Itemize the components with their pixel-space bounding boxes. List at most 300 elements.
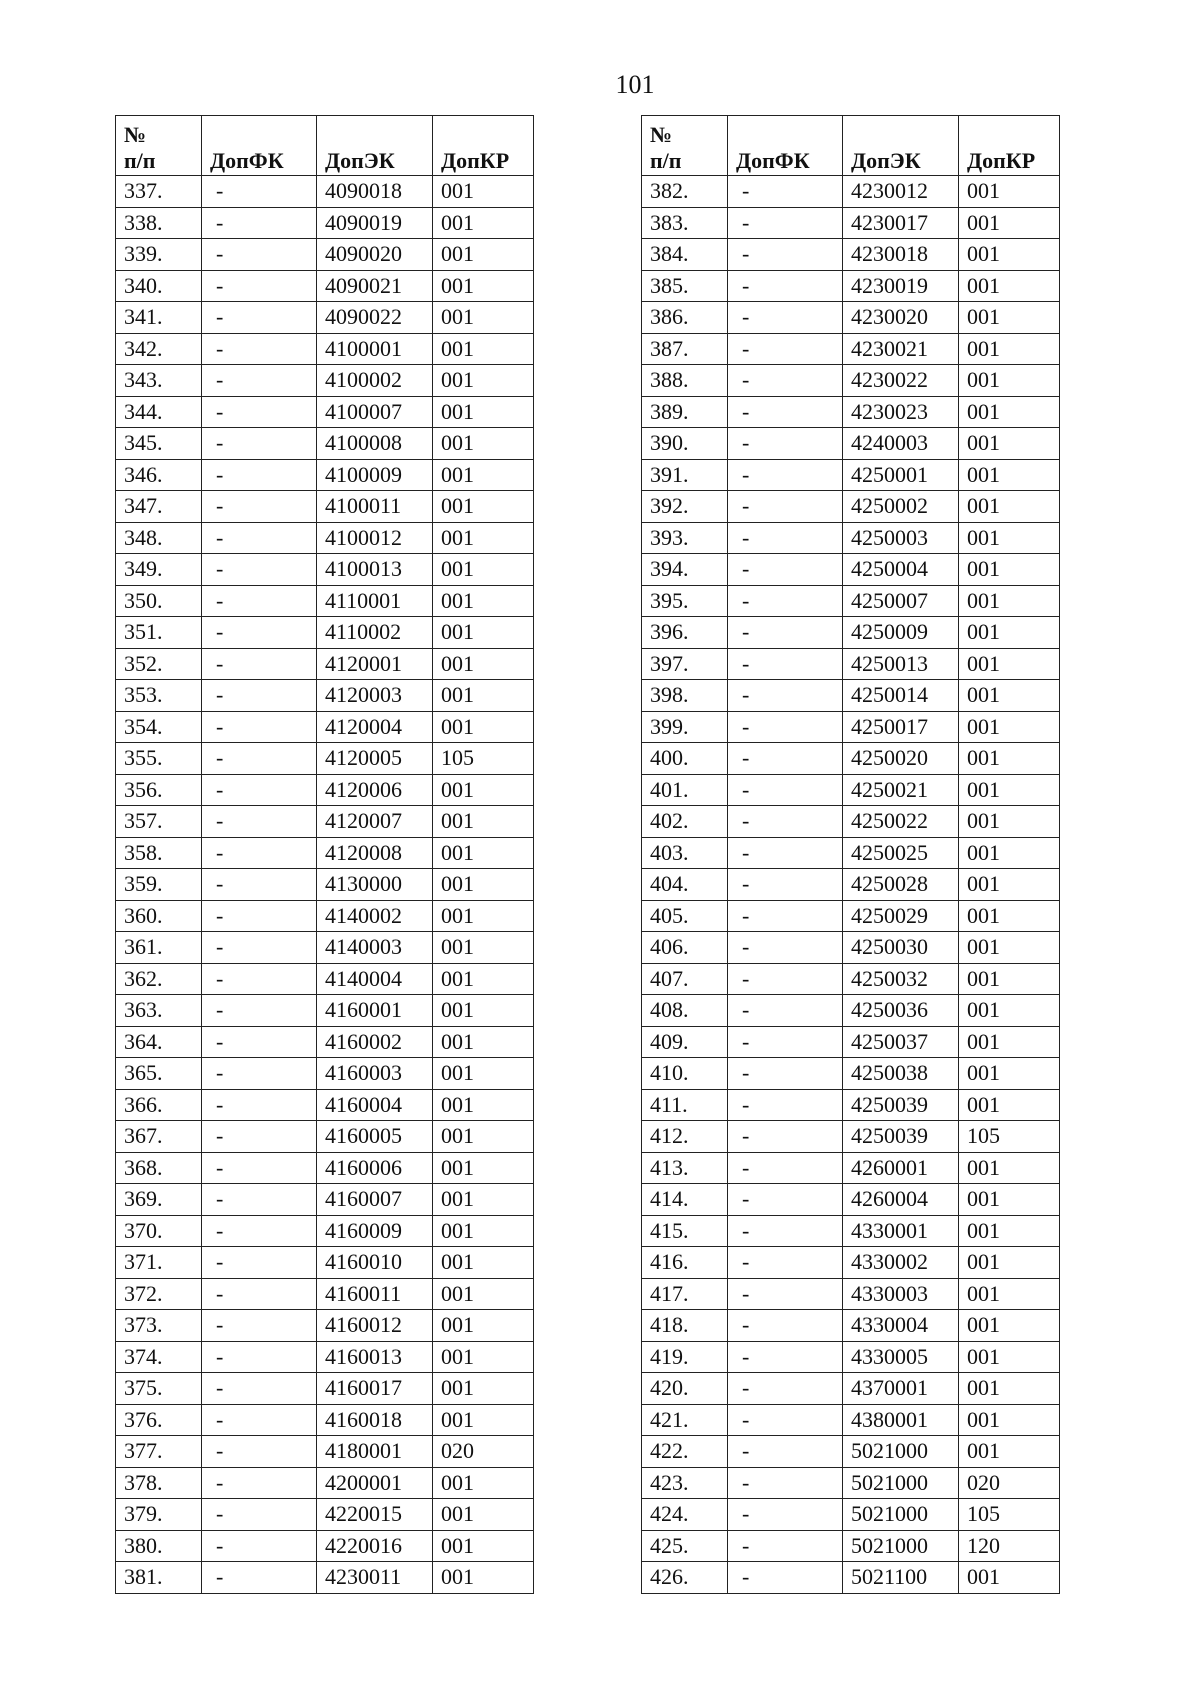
dop-ek-cell: 4100001 xyxy=(317,333,433,365)
dop-kr-cell: 001 xyxy=(433,1404,534,1436)
dop-ek-cell: 4260004 xyxy=(843,1184,959,1216)
dop-ek-cell: 4100008 xyxy=(317,428,433,460)
table-row xyxy=(116,932,534,964)
row-number-cell: 414. xyxy=(642,1184,728,1216)
row-number-cell: 387. xyxy=(642,333,728,365)
dop-kr-cell: 001 xyxy=(959,837,1060,869)
table-row xyxy=(116,1530,534,1562)
table-row xyxy=(116,396,534,428)
dop-fk-cell: - xyxy=(202,302,317,334)
table-row xyxy=(116,333,534,365)
table-row xyxy=(642,1121,1060,1153)
row-number-cell: 380. xyxy=(116,1530,202,1562)
dop-fk-cell: - xyxy=(728,1562,843,1594)
dop-kr-cell: 001 xyxy=(433,554,534,586)
table-row xyxy=(642,302,1060,334)
row-number-cell: 381. xyxy=(116,1562,202,1594)
table-row xyxy=(116,207,534,239)
row-number-cell: 354. xyxy=(116,711,202,743)
table-row xyxy=(116,176,534,208)
table-row xyxy=(642,1499,1060,1531)
dop-ek-cell: 4330001 xyxy=(843,1215,959,1247)
dop-fk-cell: - xyxy=(202,1152,317,1184)
dop-kr-cell: 001 xyxy=(433,491,534,523)
dop-ek-cell: 4380001 xyxy=(843,1404,959,1436)
column-header-dop-fk: ДопФК xyxy=(202,116,317,176)
dop-kr-cell: 001 xyxy=(433,1026,534,1058)
table-row xyxy=(642,459,1060,491)
row-number-cell: 363. xyxy=(116,995,202,1027)
table-row xyxy=(116,459,534,491)
row-number-cell: 376. xyxy=(116,1404,202,1436)
dop-kr-cell: 001 xyxy=(433,1562,534,1594)
table-row xyxy=(116,1436,534,1468)
dop-fk-cell: - xyxy=(202,491,317,523)
dop-kr-cell: 105 xyxy=(433,743,534,775)
row-number-cell: 340. xyxy=(116,270,202,302)
dop-fk-cell: - xyxy=(728,1341,843,1373)
dop-kr-cell: 001 xyxy=(959,1215,1060,1247)
table-row xyxy=(642,837,1060,869)
table-row xyxy=(642,1373,1060,1405)
table-row xyxy=(116,1404,534,1436)
dop-fk-cell: - xyxy=(202,680,317,712)
dop-ek-cell: 4090020 xyxy=(317,239,433,271)
dop-kr-cell: 020 xyxy=(959,1467,1060,1499)
dop-fk-cell: - xyxy=(202,1530,317,1562)
dop-ek-cell: 4250020 xyxy=(843,743,959,775)
dop-ek-cell: 4090021 xyxy=(317,270,433,302)
row-number-cell: 351. xyxy=(116,617,202,649)
table-body xyxy=(116,176,534,1594)
table-row xyxy=(642,932,1060,964)
row-number-cell: 384. xyxy=(642,239,728,271)
dop-kr-cell: 001 xyxy=(959,1184,1060,1216)
dop-ek-cell: 4100007 xyxy=(317,396,433,428)
table-row xyxy=(116,995,534,1027)
column-header-number-label: п/п xyxy=(650,148,682,173)
dop-fk-cell: - xyxy=(728,396,843,428)
row-number-cell: 406. xyxy=(642,932,728,964)
row-number-cell: 404. xyxy=(642,869,728,901)
dop-fk-cell: - xyxy=(202,1436,317,1468)
dop-kr-cell: 001 xyxy=(433,774,534,806)
dop-fk-cell: - xyxy=(728,617,843,649)
dop-fk-cell: - xyxy=(728,1467,843,1499)
row-number-cell: 395. xyxy=(642,585,728,617)
dop-kr-cell: 001 xyxy=(959,869,1060,901)
dop-kr-cell: 001 xyxy=(959,1436,1060,1468)
dop-kr-cell: 001 xyxy=(433,806,534,838)
column-header-number-sign: № xyxy=(124,122,147,147)
dop-fk-cell: - xyxy=(202,554,317,586)
dop-kr-cell: 001 xyxy=(433,648,534,680)
dop-ek-cell: 4100011 xyxy=(317,491,433,523)
dop-kr-cell: 001 xyxy=(433,680,534,712)
dop-kr-cell: 001 xyxy=(433,1310,534,1342)
row-number-cell: 426. xyxy=(642,1562,728,1594)
dop-ek-cell: 4110002 xyxy=(317,617,433,649)
table-row xyxy=(116,963,534,995)
table-row xyxy=(116,1467,534,1499)
table-row xyxy=(116,428,534,460)
dop-fk-cell: - xyxy=(728,1058,843,1090)
row-number-cell: 408. xyxy=(642,995,728,1027)
table-row xyxy=(116,806,534,838)
table-row xyxy=(116,648,534,680)
dop-fk-cell: - xyxy=(728,239,843,271)
column-header-number-label: п/п xyxy=(124,148,156,173)
dop-kr-cell: 001 xyxy=(433,1184,534,1216)
table-row xyxy=(642,1278,1060,1310)
row-number-cell: 392. xyxy=(642,491,728,523)
row-number-cell: 342. xyxy=(116,333,202,365)
dop-kr-cell: 020 xyxy=(433,1436,534,1468)
table-row xyxy=(642,1341,1060,1373)
dop-ek-cell: 4160017 xyxy=(317,1373,433,1405)
dop-fk-cell: - xyxy=(728,1089,843,1121)
dop-fk-cell: - xyxy=(202,869,317,901)
column-header-number xyxy=(642,116,728,176)
row-number-cell: 361. xyxy=(116,932,202,964)
dop-kr-cell: 001 xyxy=(959,302,1060,334)
row-number-cell: 374. xyxy=(116,1341,202,1373)
dop-kr-cell: 001 xyxy=(959,963,1060,995)
table-row xyxy=(116,554,534,586)
row-number-cell: 396. xyxy=(642,617,728,649)
row-number-cell: 385. xyxy=(642,270,728,302)
dop-kr-cell: 001 xyxy=(433,932,534,964)
dop-fk-cell: - xyxy=(728,491,843,523)
table-row xyxy=(642,869,1060,901)
table-row xyxy=(116,774,534,806)
table-row xyxy=(642,900,1060,932)
row-number-cell: 382. xyxy=(642,176,728,208)
table-row xyxy=(642,365,1060,397)
dop-fk-cell: - xyxy=(202,617,317,649)
table-row xyxy=(116,1310,534,1342)
dop-ek-cell: 4160012 xyxy=(317,1310,433,1342)
table-row xyxy=(116,1499,534,1531)
row-number-cell: 417. xyxy=(642,1278,728,1310)
dop-kr-cell: 001 xyxy=(959,1562,1060,1594)
dop-ek-cell: 4250037 xyxy=(843,1026,959,1058)
dop-fk-cell: - xyxy=(202,900,317,932)
dop-kr-cell: 001 xyxy=(959,1089,1060,1121)
table-row xyxy=(116,680,534,712)
row-number-cell: 343. xyxy=(116,365,202,397)
row-number-cell: 416. xyxy=(642,1247,728,1279)
dop-fk-cell: - xyxy=(202,1215,317,1247)
row-number-cell: 424. xyxy=(642,1499,728,1531)
table-row xyxy=(642,1436,1060,1468)
table-row xyxy=(642,396,1060,428)
dop-kr-cell: 001 xyxy=(959,459,1060,491)
table-row xyxy=(642,270,1060,302)
dop-kr-cell: 001 xyxy=(433,1247,534,1279)
dop-fk-cell: - xyxy=(202,711,317,743)
table-row xyxy=(642,554,1060,586)
table-row xyxy=(642,428,1060,460)
dop-ek-cell: 4250039 xyxy=(843,1089,959,1121)
dop-ek-cell: 5021000 xyxy=(843,1530,959,1562)
code-table-right xyxy=(641,115,1060,1594)
dop-fk-cell: - xyxy=(728,459,843,491)
dop-kr-cell: 001 xyxy=(433,995,534,1027)
dop-kr-cell: 001 xyxy=(433,176,534,208)
table-row xyxy=(642,995,1060,1027)
table-row xyxy=(642,239,1060,271)
row-number-cell: 400. xyxy=(642,743,728,775)
dop-fk-cell: - xyxy=(202,1026,317,1058)
dop-ek-cell: 4140004 xyxy=(317,963,433,995)
table-row xyxy=(116,491,534,523)
dop-ek-cell: 4250009 xyxy=(843,617,959,649)
dop-kr-cell: 001 xyxy=(433,1215,534,1247)
dop-kr-cell: 001 xyxy=(433,1058,534,1090)
dop-fk-cell: - xyxy=(728,1215,843,1247)
dop-ek-cell: 4120005 xyxy=(317,743,433,775)
dop-kr-cell: 001 xyxy=(433,1373,534,1405)
dop-kr-cell: 001 xyxy=(959,554,1060,586)
row-number-cell: 420. xyxy=(642,1373,728,1405)
dop-ek-cell: 4240003 xyxy=(843,428,959,460)
page-number: 101 xyxy=(615,70,655,99)
dop-ek-cell: 4250025 xyxy=(843,837,959,869)
table-row xyxy=(642,491,1060,523)
row-number-cell: 338. xyxy=(116,207,202,239)
dop-ek-cell: 4250036 xyxy=(843,995,959,1027)
dop-fk-cell: - xyxy=(202,1310,317,1342)
table-row xyxy=(116,522,534,554)
row-number-cell: 346. xyxy=(116,459,202,491)
row-number-cell: 388. xyxy=(642,365,728,397)
table-row xyxy=(116,1152,534,1184)
table-row xyxy=(116,617,534,649)
table-row xyxy=(642,1026,1060,1058)
dop-kr-cell: 001 xyxy=(433,900,534,932)
dop-fk-cell: - xyxy=(728,869,843,901)
dop-fk-cell: - xyxy=(728,648,843,680)
dop-kr-cell: 001 xyxy=(959,1278,1060,1310)
dop-kr-cell: 001 xyxy=(959,365,1060,397)
dop-ek-cell: 4250014 xyxy=(843,680,959,712)
table-row xyxy=(116,239,534,271)
table-row xyxy=(116,585,534,617)
dop-ek-cell: 4250028 xyxy=(843,869,959,901)
dop-kr-cell: 001 xyxy=(433,1530,534,1562)
dop-ek-cell: 4140002 xyxy=(317,900,433,932)
dop-ek-cell: 4250017 xyxy=(843,711,959,743)
dop-fk-cell: - xyxy=(202,774,317,806)
table-header-row xyxy=(642,116,1060,176)
dop-fk-cell: - xyxy=(202,1089,317,1121)
row-number-cell: 369. xyxy=(116,1184,202,1216)
dop-kr-cell: 001 xyxy=(433,270,534,302)
dop-kr-cell: 120 xyxy=(959,1530,1060,1562)
dop-ek-cell: 5021000 xyxy=(843,1499,959,1531)
table-row xyxy=(116,365,534,397)
dop-ek-cell: 5021100 xyxy=(843,1562,959,1594)
row-number-cell: 393. xyxy=(642,522,728,554)
dop-ek-cell: 4330002 xyxy=(843,1247,959,1279)
row-number-cell: 397. xyxy=(642,648,728,680)
row-number-cell: 355. xyxy=(116,743,202,775)
dop-ek-cell: 4100012 xyxy=(317,522,433,554)
dop-fk-cell: - xyxy=(202,837,317,869)
dop-fk-cell: - xyxy=(728,1152,843,1184)
dop-kr-cell: 001 xyxy=(959,680,1060,712)
column-header-number-sign: № xyxy=(650,122,673,147)
table-row xyxy=(642,585,1060,617)
dop-ek-cell: 4250022 xyxy=(843,806,959,838)
row-number-cell: 402. xyxy=(642,806,728,838)
dop-kr-cell: 001 xyxy=(433,396,534,428)
dop-kr-cell: 001 xyxy=(959,428,1060,460)
dop-fk-cell: - xyxy=(202,743,317,775)
row-number-cell: 341. xyxy=(116,302,202,334)
row-number-cell: 422. xyxy=(642,1436,728,1468)
row-number-cell: 370. xyxy=(116,1215,202,1247)
dop-fk-cell: - xyxy=(728,428,843,460)
dop-kr-cell: 001 xyxy=(959,1247,1060,1279)
dop-ek-cell: 4160007 xyxy=(317,1184,433,1216)
dop-fk-cell: - xyxy=(728,1530,843,1562)
dop-ek-cell: 4090022 xyxy=(317,302,433,334)
dop-ek-cell: 4140003 xyxy=(317,932,433,964)
row-number-cell: 409. xyxy=(642,1026,728,1058)
dop-fk-cell: - xyxy=(202,207,317,239)
dop-fk-cell: - xyxy=(728,522,843,554)
column-header-dop-fk: ДопФК xyxy=(728,116,843,176)
dop-ek-cell: 4100002 xyxy=(317,365,433,397)
dop-fk-cell: - xyxy=(728,932,843,964)
dop-ek-cell: 4160011 xyxy=(317,1278,433,1310)
dop-kr-cell: 001 xyxy=(959,900,1060,932)
row-number-cell: 399. xyxy=(642,711,728,743)
dop-ek-cell: 4250032 xyxy=(843,963,959,995)
table-row xyxy=(642,1089,1060,1121)
dop-kr-cell: 001 xyxy=(433,428,534,460)
column-header-dop-kr: ДопКР xyxy=(959,116,1060,176)
dop-fk-cell: - xyxy=(202,1058,317,1090)
dop-fk-cell: - xyxy=(202,1278,317,1310)
dop-fk-cell: - xyxy=(202,648,317,680)
column-header-dop-kr: ДопКР xyxy=(433,116,534,176)
table-row xyxy=(642,1467,1060,1499)
dop-ek-cell: 4250038 xyxy=(843,1058,959,1090)
dop-fk-cell: - xyxy=(728,1278,843,1310)
table-row xyxy=(642,207,1060,239)
row-number-cell: 375. xyxy=(116,1373,202,1405)
dop-fk-cell: - xyxy=(202,522,317,554)
dop-fk-cell: - xyxy=(202,932,317,964)
dop-ek-cell: 4130000 xyxy=(317,869,433,901)
row-number-cell: 413. xyxy=(642,1152,728,1184)
dop-ek-cell: 4120006 xyxy=(317,774,433,806)
table-row xyxy=(116,711,534,743)
dop-ek-cell: 4120001 xyxy=(317,648,433,680)
dop-ek-cell: 4230021 xyxy=(843,333,959,365)
table-row xyxy=(642,1247,1060,1279)
table-row xyxy=(642,1058,1060,1090)
dop-ek-cell: 4120007 xyxy=(317,806,433,838)
dop-fk-cell: - xyxy=(202,995,317,1027)
table-row xyxy=(116,270,534,302)
dop-kr-cell: 001 xyxy=(433,1467,534,1499)
dop-ek-cell: 4120004 xyxy=(317,711,433,743)
dop-fk-cell: - xyxy=(202,1467,317,1499)
dop-fk-cell: - xyxy=(202,806,317,838)
dop-kr-cell: 001 xyxy=(959,333,1060,365)
dop-kr-cell: 001 xyxy=(433,837,534,869)
dop-fk-cell: - xyxy=(728,207,843,239)
row-number-cell: 389. xyxy=(642,396,728,428)
dop-fk-cell: - xyxy=(728,1247,843,1279)
table-row xyxy=(642,1530,1060,1562)
dop-kr-cell: 001 xyxy=(959,239,1060,271)
dop-ek-cell: 4160006 xyxy=(317,1152,433,1184)
dop-fk-cell: - xyxy=(202,333,317,365)
dop-ek-cell: 4090019 xyxy=(317,207,433,239)
row-number-cell: 418. xyxy=(642,1310,728,1342)
row-number-cell: 337. xyxy=(116,176,202,208)
row-number-cell: 394. xyxy=(642,554,728,586)
dop-kr-cell: 001 xyxy=(959,932,1060,964)
dop-ek-cell: 4230017 xyxy=(843,207,959,239)
dop-ek-cell: 4230011 xyxy=(317,1562,433,1594)
dop-kr-cell: 001 xyxy=(959,176,1060,208)
dop-kr-cell: 001 xyxy=(433,239,534,271)
dop-kr-cell: 001 xyxy=(433,963,534,995)
row-number-cell: 339. xyxy=(116,239,202,271)
table-row xyxy=(116,900,534,932)
dop-fk-cell: - xyxy=(728,1121,843,1153)
table-row xyxy=(116,1121,534,1153)
row-number-cell: 364. xyxy=(116,1026,202,1058)
dop-kr-cell: 001 xyxy=(959,1404,1060,1436)
row-number-cell: 378. xyxy=(116,1467,202,1499)
table-row xyxy=(642,1184,1060,1216)
row-number-cell: 403. xyxy=(642,837,728,869)
dop-ek-cell: 4250021 xyxy=(843,774,959,806)
table-row xyxy=(116,1562,534,1594)
dop-kr-cell: 001 xyxy=(433,1341,534,1373)
row-number-cell: 401. xyxy=(642,774,728,806)
dop-ek-cell: 5021000 xyxy=(843,1436,959,1468)
dop-ek-cell: 4100009 xyxy=(317,459,433,491)
row-number-cell: 423. xyxy=(642,1467,728,1499)
dop-ek-cell: 4090018 xyxy=(317,176,433,208)
dop-fk-cell: - xyxy=(202,1562,317,1594)
dop-ek-cell: 4100013 xyxy=(317,554,433,586)
dop-fk-cell: - xyxy=(202,459,317,491)
dop-fk-cell: - xyxy=(202,365,317,397)
dop-kr-cell: 001 xyxy=(959,1310,1060,1342)
dop-ek-cell: 4230018 xyxy=(843,239,959,271)
row-number-cell: 359. xyxy=(116,869,202,901)
column-header-number xyxy=(116,116,202,176)
row-number-cell: 377. xyxy=(116,1436,202,1468)
row-number-cell: 368. xyxy=(116,1152,202,1184)
dop-kr-cell: 001 xyxy=(959,711,1060,743)
dop-fk-cell: - xyxy=(728,743,843,775)
dop-fk-cell: - xyxy=(202,1404,317,1436)
dop-fk-cell: - xyxy=(728,333,843,365)
dop-kr-cell: 001 xyxy=(959,617,1060,649)
table-row xyxy=(116,1247,534,1279)
row-number-cell: 411. xyxy=(642,1089,728,1121)
